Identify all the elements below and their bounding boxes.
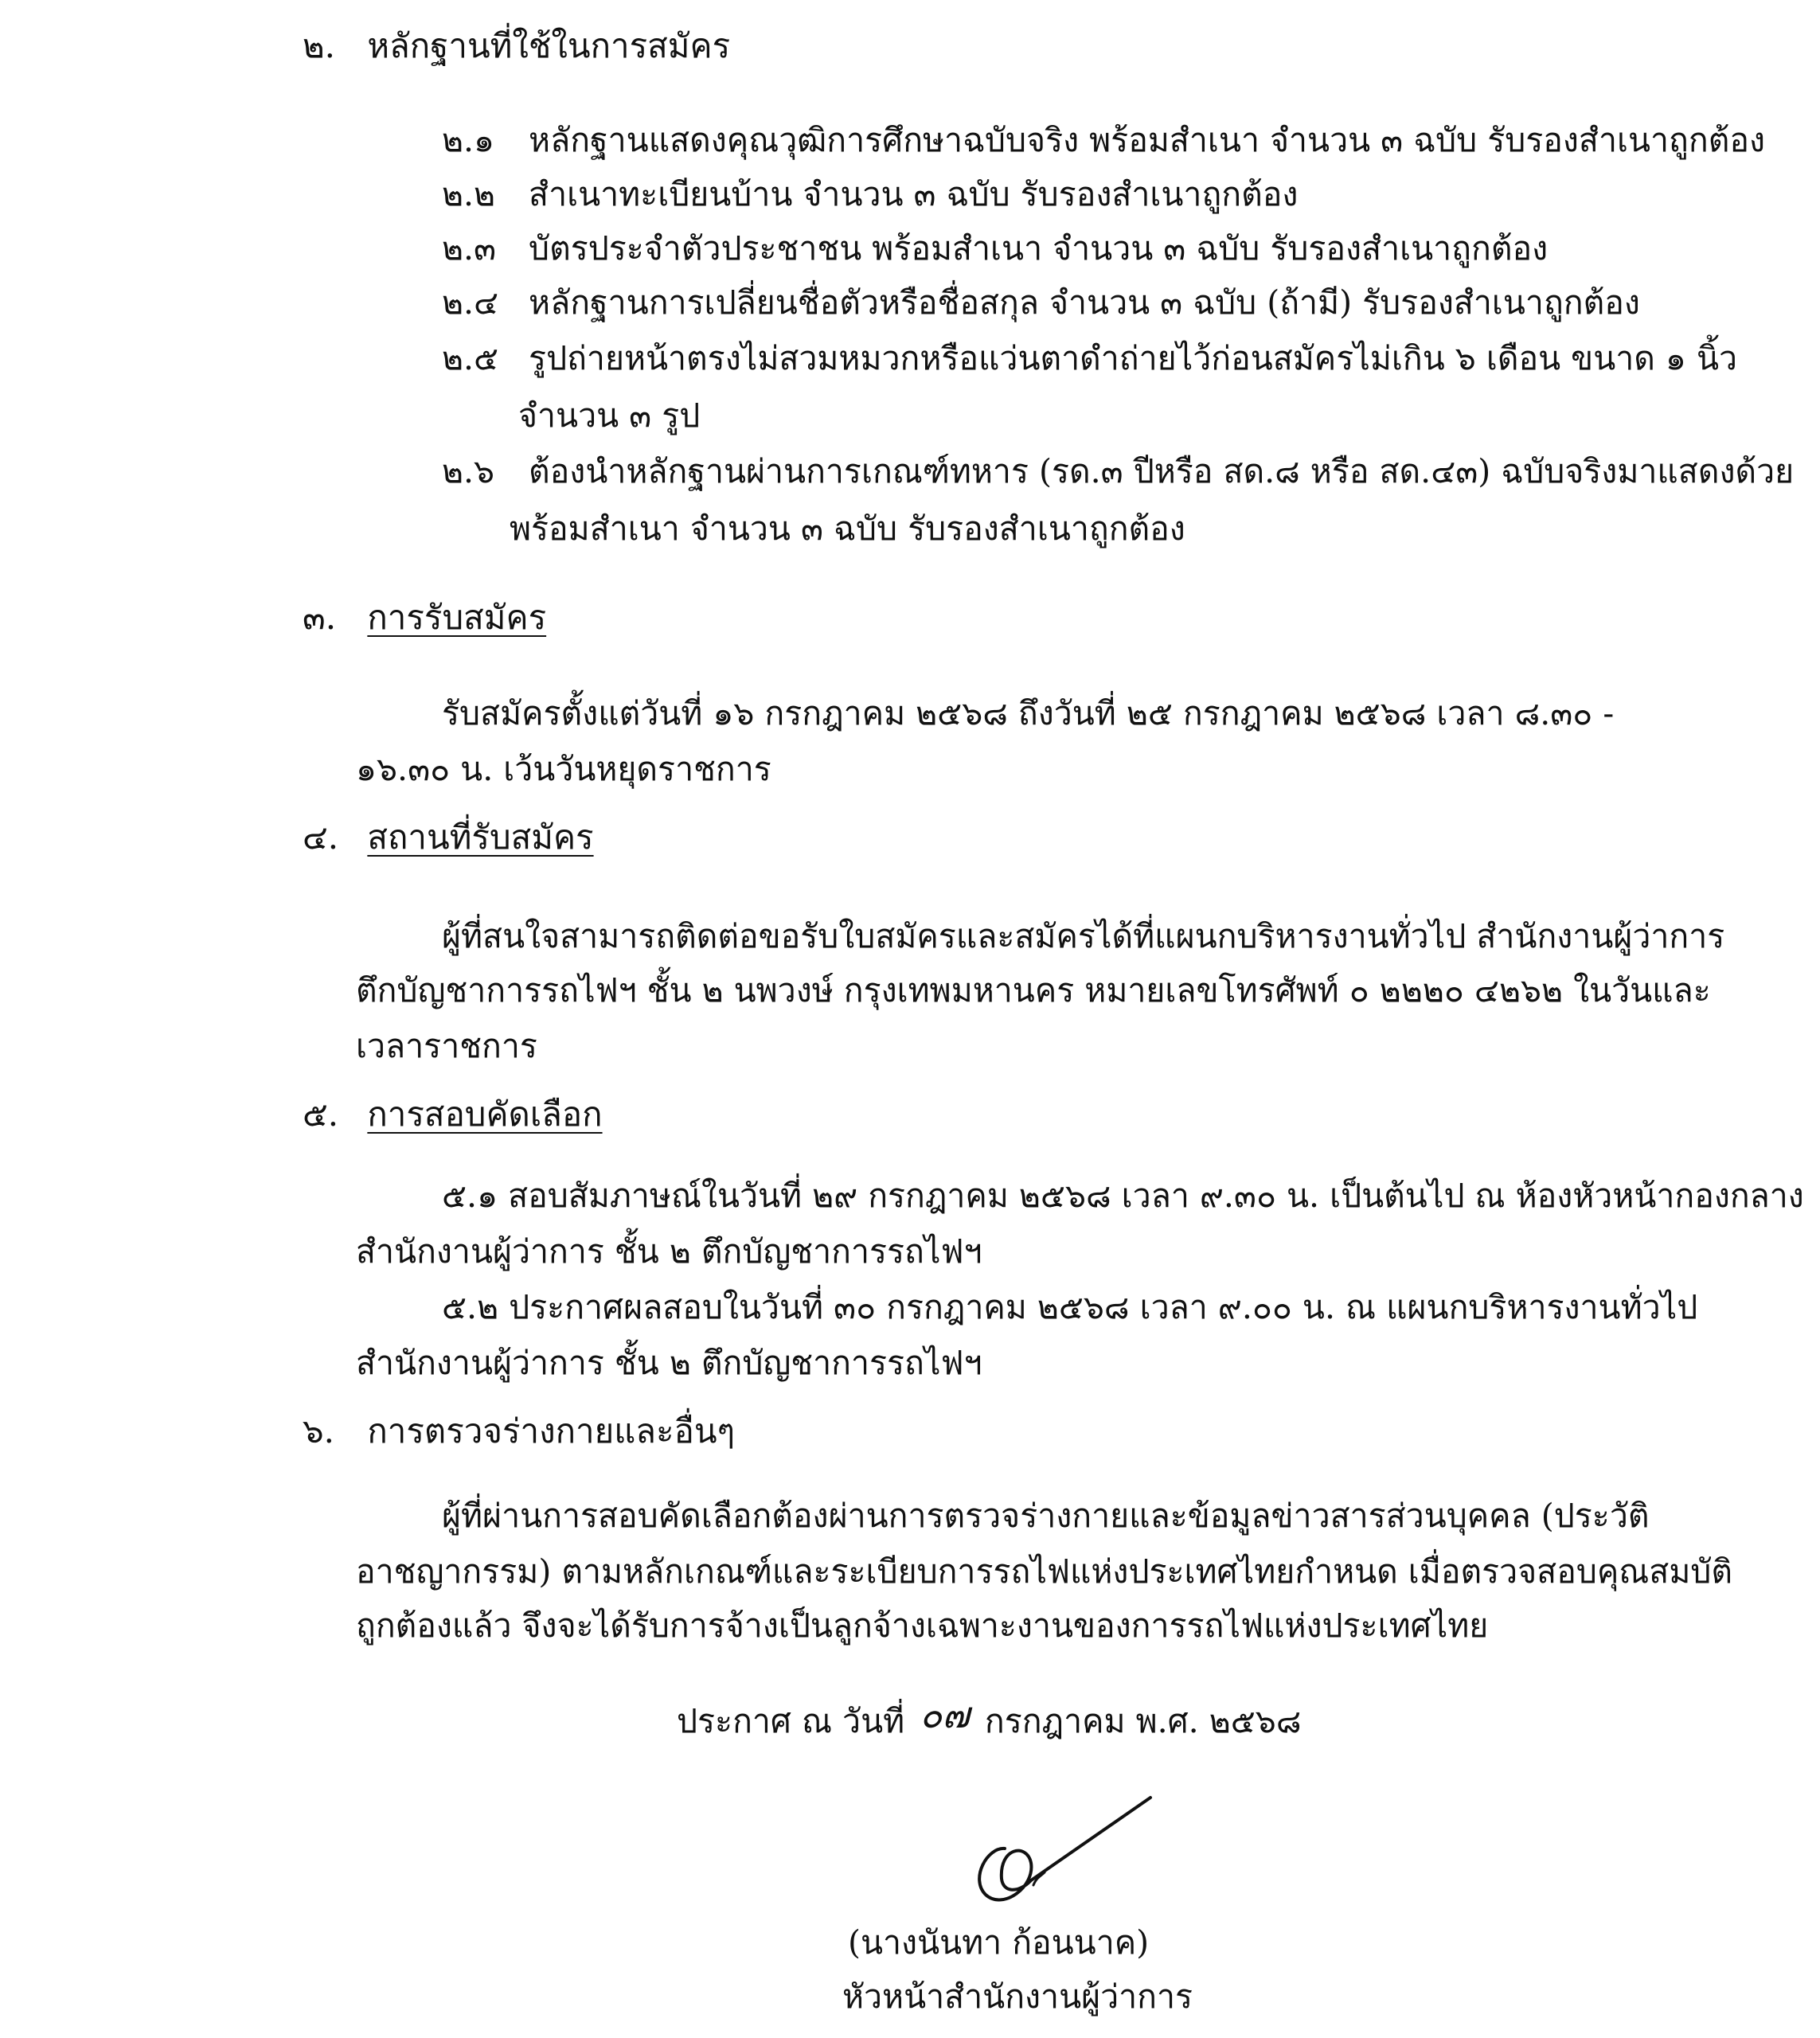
signatory-name: (นางนันทา ก้อนนาค) — [848, 1923, 1150, 1962]
item-2-2 — [442, 170, 1298, 218]
section-4-heading — [303, 814, 594, 861]
item-2-2-number: ๒.๒ — [442, 175, 496, 213]
item-2-4-number: ๒.๔ — [442, 283, 499, 322]
section-3-line-1: รับสมัครตั้งแต่วันที่ ๑๖ กรกฎาคม ๒๕๖๘ ถึงวันที่ ๒๕ กรกฎาคม ๒๕๖๘ เวลา ๘.๓๐ - — [442, 694, 1615, 732]
section-4-line-2: ตึกบัญชาการรถไฟฯ ชั้น ๒ นพวงษ์ กรุงเทพมหานคร หมายเลขโทรศัพท์ ๐ ๒๒๒๐ ๔๒๖๒ ในวันและ — [356, 971, 1711, 1009]
announcement-suffix: กรกฎาคม พ.ศ. ๒๕๖๘ — [984, 1702, 1302, 1740]
section-6-line-1: ผู้ที่ผ่านการสอบคัดเลือกต้องผ่านการตรวจร่างกายและข้อมูลข่าวสารส่วนบุคคล (ประวัติ — [442, 1497, 1650, 1535]
item-2-5-text: รูปถ่ายหน้าตรงไม่สวมหมวกหรือแว่นตาดำถ่ายไว้ก่อนสมัครไม่เกิน ๖ เดือน ขนาด ๑ นิ้ว — [529, 339, 1738, 377]
item-5-2-line-1: ๕.๒ ประกาศผลสอบในวันที่ ๓๐ กรกฎาคม ๒๕๖๘ เวลา ๙.๐๐ น. ณ แผนกบริหารงานทั่วไป — [442, 1288, 1698, 1326]
item-2-1-number: ๒.๑ — [442, 121, 495, 159]
section-2-title: หลักฐานที่ใช้ในการสมัคร — [367, 26, 731, 65]
section-5-heading — [303, 1091, 603, 1138]
item-5-1-line-1: ๕.๑ สอบสัมภาษณ์ในวันที่ ๒๙ กรกฎาคม ๒๕๖๘ เวลา ๙.๓๐ น. เป็นต้นไป ณ ห้องหัวหน้ากองกลาง — [442, 1177, 1804, 1215]
item-5-2-line-2: สำนักงานผู้ว่าการ ชั้น ๒ ตึกบัญชาการรถไฟฯ — [356, 1344, 982, 1382]
item-2-3-number: ๒.๓ — [442, 229, 497, 267]
section-3-line-2: ๑๖.๓๐ น. เว้นวันหยุดราชการ — [356, 750, 771, 788]
item-2-5-continuation: จำนวน ๓ รูป — [518, 396, 701, 435]
item-2-1-text: หลักฐานแสดงคุณวุฒิการศึกษาฉบับจริง พร้อมสำเนา จำนวน ๓ ฉบับ รับรองสำเนาถูกต้อง — [529, 121, 1765, 159]
item-2-6-number: ๒.๖ — [442, 452, 495, 490]
signature-mark — [955, 1791, 1162, 1911]
announcement-prefix: ประกาศ ณ วันที่ — [677, 1702, 905, 1740]
item-2-2-text: สำเนาทะเบียนบ้าน จำนวน ๓ ฉบับ รับรองสำเนาถูกต้อง — [529, 175, 1299, 213]
item-2-6-text: ต้องนำหลักฐานผ่านการเกณฑ์ทหาร (รด.๓ ปีหรือ สด.๘ หรือ สด.๔๓) ฉบับจริงมาแสดงด้วย — [529, 452, 1795, 490]
section-5-title: การสอบคัดเลือก — [367, 1095, 603, 1134]
section-6-heading — [303, 1407, 735, 1455]
section-3-heading — [303, 594, 546, 642]
item-2-4 — [442, 279, 1640, 326]
section-3-title: การรับสมัคร — [367, 598, 547, 637]
item-2-5 — [442, 334, 1737, 382]
handwritten-day: ๐๗ — [920, 1693, 970, 1736]
item-2-6-continuation: พร้อมสำเนา จำนวน ๓ ฉบับ รับรองสำเนาถูกต้อง — [510, 510, 1185, 548]
section-6-title: การตรวจร่างกายและอื่นๆ — [367, 1411, 736, 1450]
item-2-3 — [442, 224, 1548, 272]
section-4-line-1: ผู้ที่สนใจสามารถติดต่อขอรับใบสมัครและสมัครได้ที่แผนกบริหารงานทั่วไป สำนักงานผู้ว่าการ — [442, 917, 1725, 955]
section-4-number: ๔. — [303, 818, 339, 857]
section-6-line-2: อาชญากรรม) ตามหลักเกณฑ์และระเบียบการรถไฟแห่งประเทศไทยกำหนด เมื่อตรวจสอบคุณสมบัติ — [356, 1552, 1733, 1591]
item-2-4-text: หลักฐานการเปลี่ยนชื่อตัวหรือชื่อสกุล จำนวน ๓ ฉบับ (ถ้ามี) รับรองสำเนาถูกต้อง — [529, 283, 1640, 322]
section-4-title: สถานที่รับสมัคร — [367, 818, 594, 857]
section-6-line-3: ถูกต้องแล้ว จึงจะได้รับการจ้างเป็นลูกจ้างเฉพาะงานของการรถไฟแห่งประเทศไทย — [356, 1607, 1489, 1645]
item-2-3-text: บัตรประจำตัวประชาชน พร้อมสำเนา จำนวน ๓ ฉบับ รับรองสำเนาถูกต้อง — [529, 229, 1549, 267]
item-5-1-line-2: สำนักงานผู้ว่าการ ชั้น ๒ ตึกบัญชาการรถไฟฯ — [356, 1232, 982, 1271]
signatory-position: หัวหน้าสำนักงานผู้ว่าการ — [842, 1977, 1193, 2016]
section-2-number: ๒. — [303, 26, 336, 65]
section-5-number: ๕. — [303, 1095, 339, 1134]
section-3-number: ๓. — [303, 598, 337, 637]
item-2-6 — [442, 447, 1794, 495]
section-6-number: ๖. — [303, 1411, 335, 1450]
section-4-line-3: เวลาราชการ — [356, 1027, 537, 1065]
announcement-date — [677, 1693, 1302, 1745]
item-2-1 — [442, 116, 1765, 164]
section-2-heading — [303, 22, 730, 70]
item-2-5-number: ๒.๕ — [442, 339, 499, 377]
